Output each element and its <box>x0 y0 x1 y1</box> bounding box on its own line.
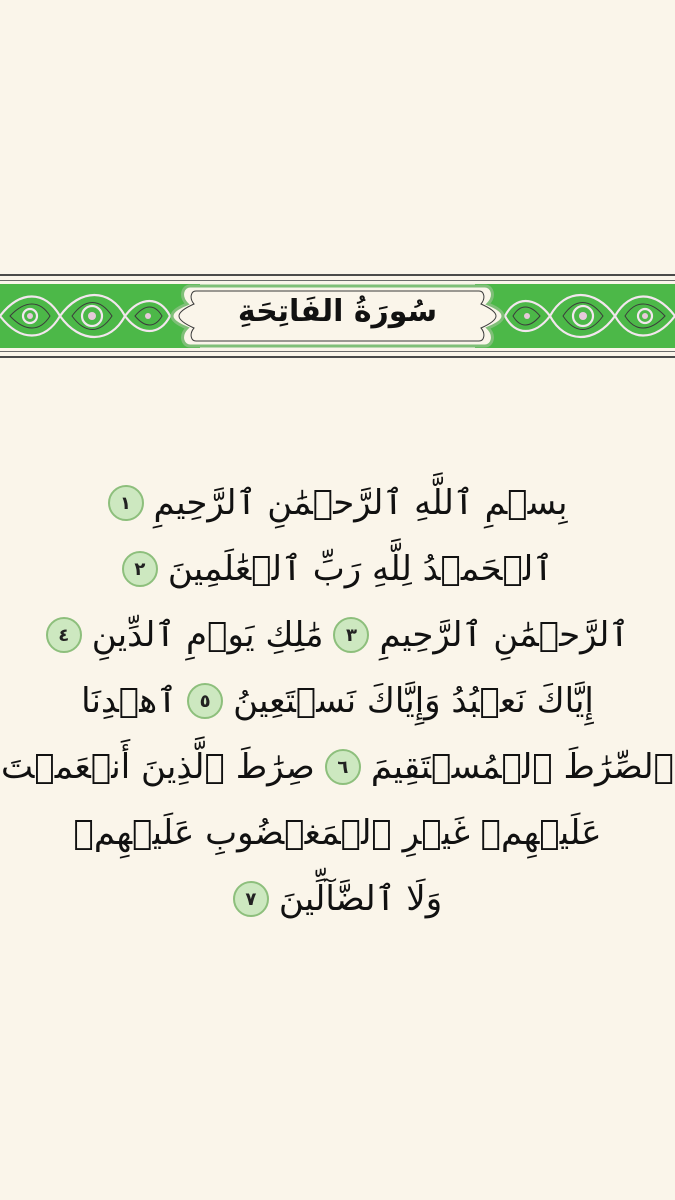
surah-title-cartouche <box>170 282 505 350</box>
verse-text: ٱهۡدِنَا <box>81 681 178 721</box>
verse-line <box>20 602 655 668</box>
verse-line <box>20 866 655 932</box>
verse-text: ٱلۡحَمۡدُ لِلَّهِ رَبِّ ٱلۡعَٰلَمِينَ <box>167 549 554 589</box>
verse-text: مَٰلِكِ يَوۡمِ ٱلدِّينِ <box>91 615 324 655</box>
ayah-number-marker: ١ <box>108 485 144 521</box>
verse-line <box>1 734 674 800</box>
verse-text: إِيَّاكَ نَعۡبُدُ وَإِيَّاكَ نَسۡتَعِينُ <box>233 681 594 721</box>
verse-line <box>20 536 655 602</box>
ornament-band-right <box>475 284 675 348</box>
header-inner-border-bottom <box>0 351 675 352</box>
ayah-number-marker: ٦ <box>325 749 361 785</box>
header-inner-border-top <box>0 280 675 281</box>
ayah-number-marker: ٢ <box>122 551 158 587</box>
verses-block <box>1 470 674 932</box>
verse-text: بِسۡمِ ٱللَّهِ ٱلرَّحۡمَٰنِ ٱلرَّحِيمِ <box>153 483 568 523</box>
verse-text: وَلَا ٱلضَّآلِّينَ <box>278 879 443 919</box>
verse-text: ٱلصِّرَٰطَ ٱلۡمُسۡتَقِيمَ <box>370 747 674 787</box>
verse-line <box>20 800 655 866</box>
surah-header-frame <box>0 274 675 358</box>
ayah-number-marker: ٥ <box>187 683 223 719</box>
verse-line <box>20 668 655 734</box>
verse-text: عَلَيۡهِمۡ غَيۡرِ ٱلۡمَغۡضُوبِ عَلَيۡهِمۡ <box>73 813 602 853</box>
ayah-number-marker: ٧ <box>233 881 269 917</box>
verse-text: ٱلرَّحۡمَٰنِ ٱلرَّحِيمِ <box>379 615 630 655</box>
arabesque-ornament-right <box>475 284 675 348</box>
ayah-number-marker: ٤ <box>46 617 82 653</box>
ayah-number-marker: ٣ <box>333 617 369 653</box>
verse-text: صِرَٰطَ ٱلَّذِينَ أَنۡعَمۡتَ <box>1 747 315 787</box>
verse-line <box>20 470 655 536</box>
surah-title: سُورَةُ الفَاتِحَةِ <box>237 294 438 329</box>
